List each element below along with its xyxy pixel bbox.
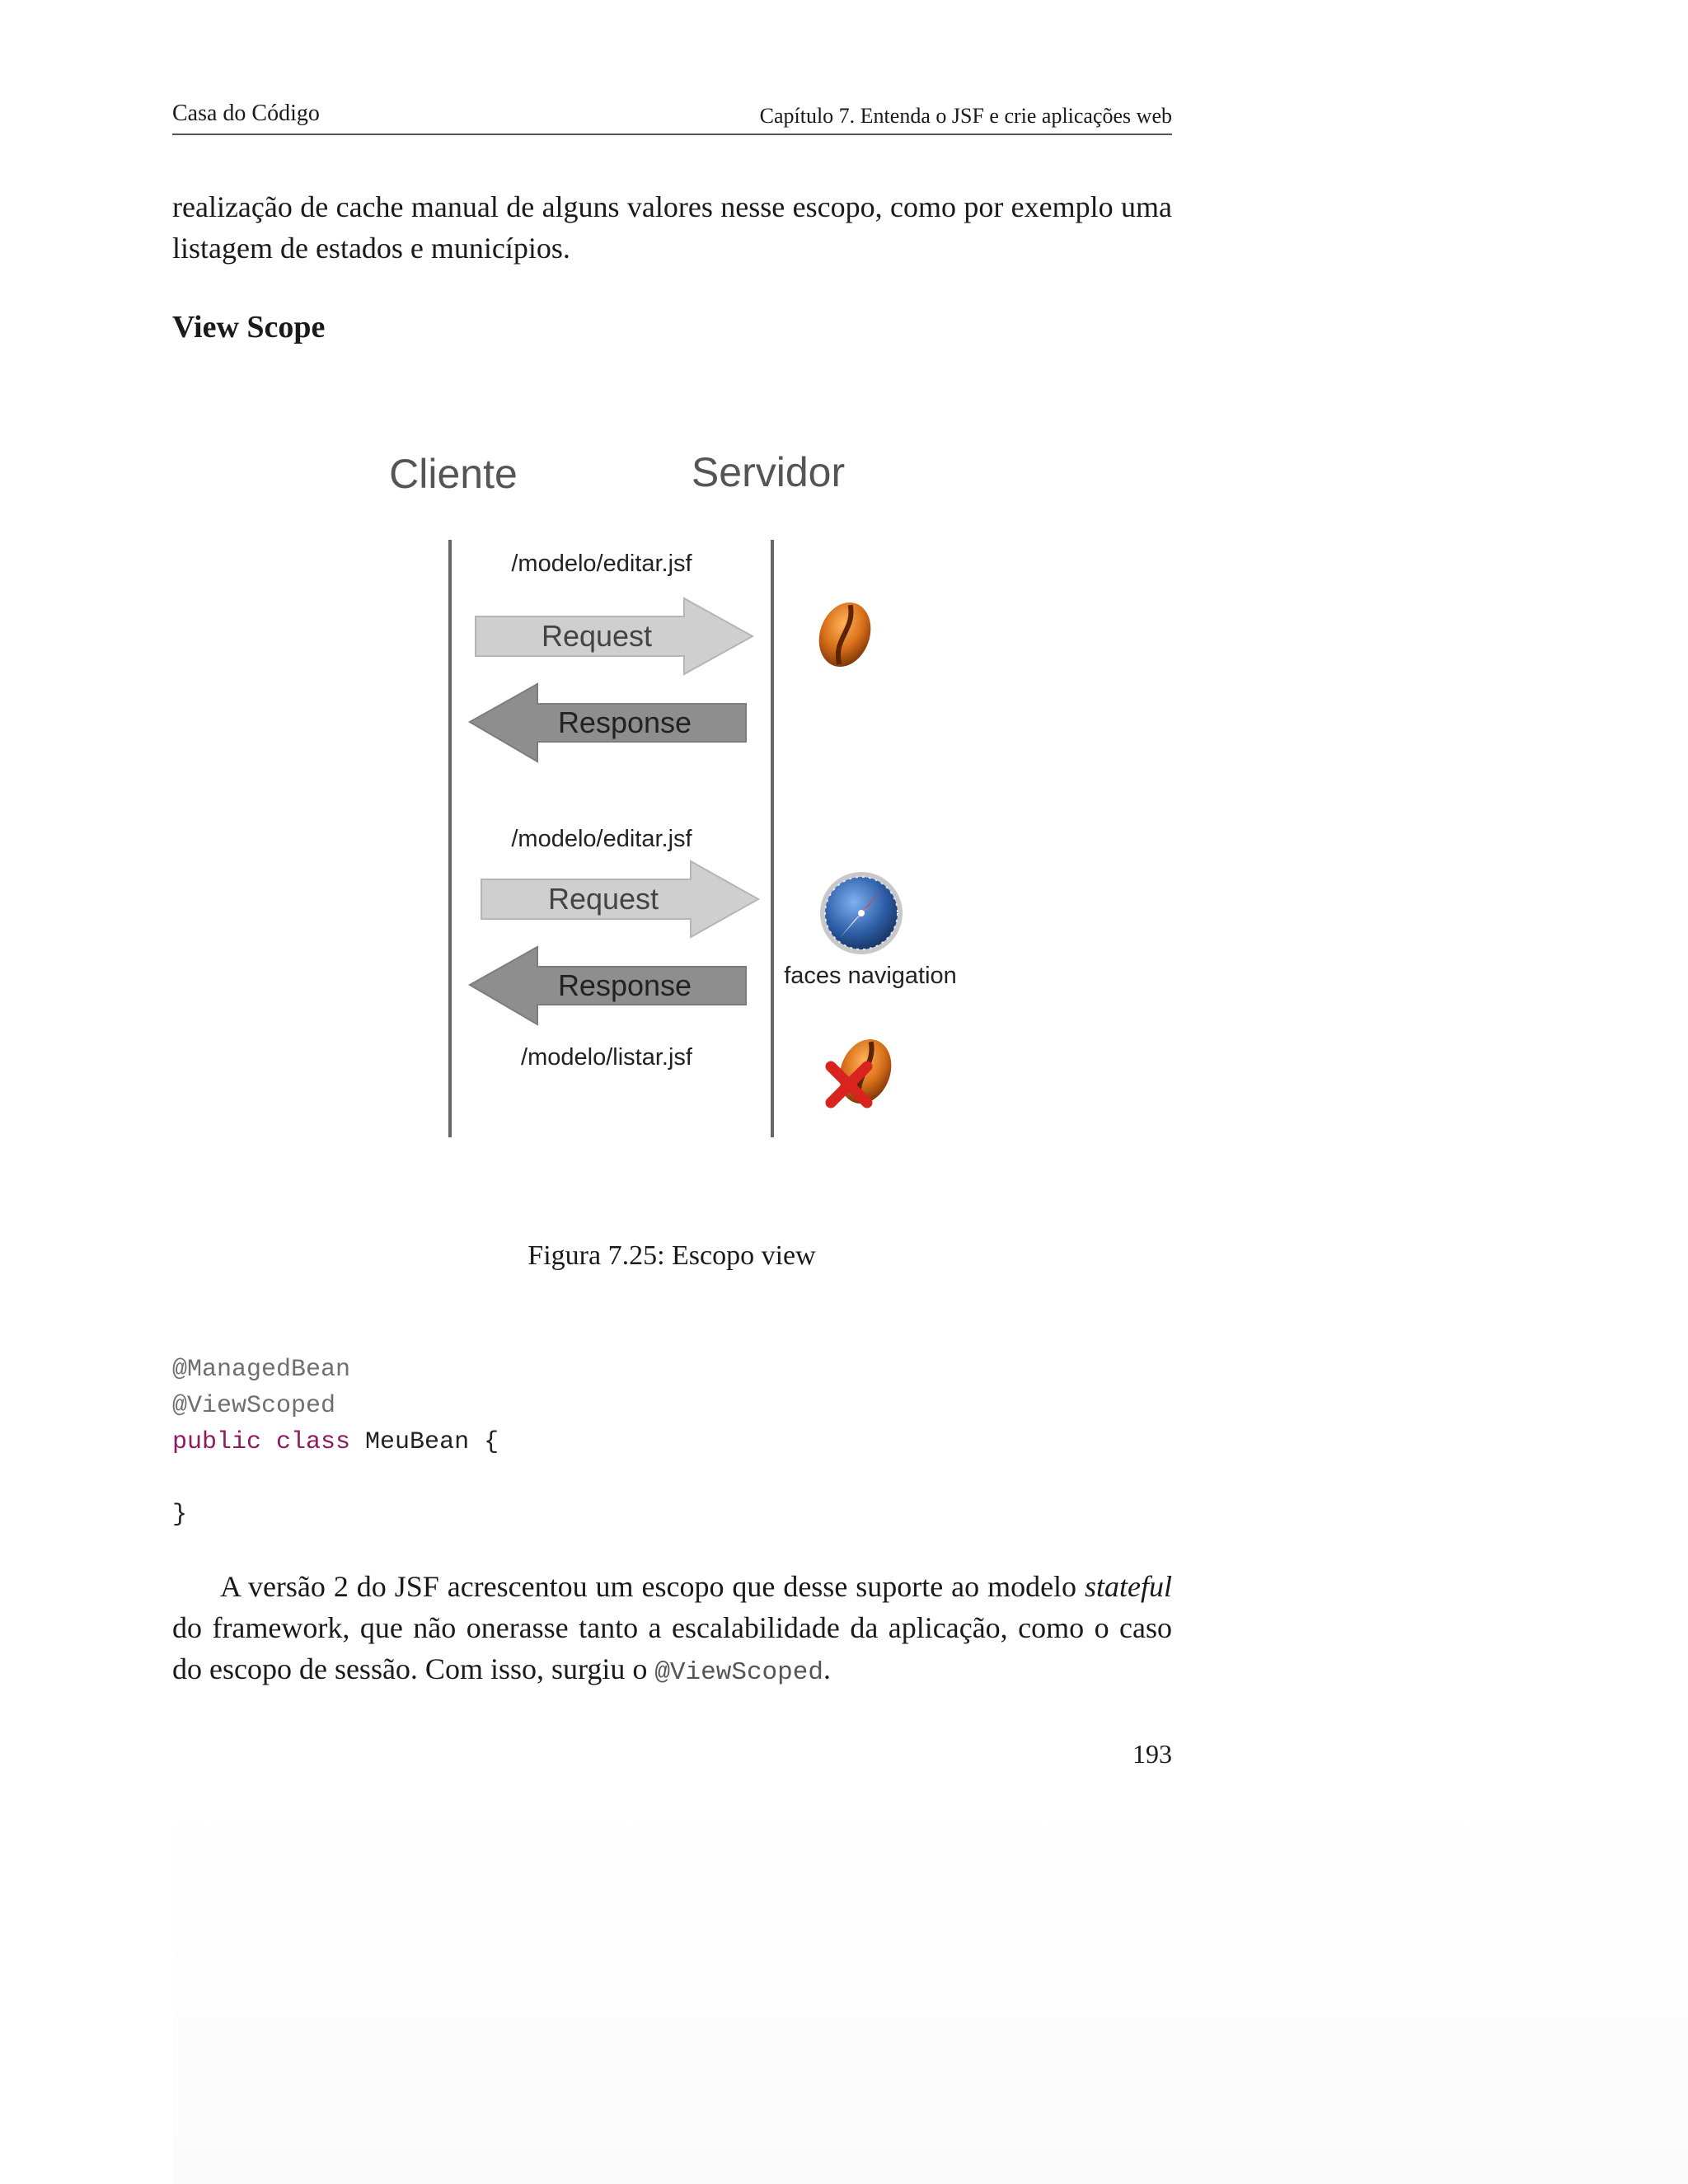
inline-code-viewscoped: @ViewScoped <box>654 1658 823 1687</box>
request-label-1: Request <box>541 619 653 653</box>
code-class-declaration: MeuBean { <box>350 1428 499 1456</box>
bean-destroyed-icon <box>831 1032 900 1111</box>
figure-caption: Figura 7.25: Escopo view <box>528 1240 816 1271</box>
section-title: View Scope <box>172 310 326 344</box>
response-label-2: Response <box>557 968 692 1002</box>
compass-icon <box>820 872 903 954</box>
body-text-part2: do framework, que não onerasse tanto a escalabilidade da aplicação, como o caso do escopo de sessão. Com isso, surgiu o <box>172 1611 1172 1685</box>
code-annotation-managedbean: @ManagedBean <box>172 1356 351 1384</box>
body-text-part3: . <box>823 1652 831 1685</box>
header-book-title: Casa do Código <box>172 101 320 126</box>
url-label-3: /modelo/listar.jsf <box>521 1044 692 1071</box>
code-keywords: public class <box>172 1428 351 1456</box>
url-label-2: /modelo/editar.jsf <box>511 826 692 852</box>
body-text-part1: A versão 2 do JSF acrescentou um escopo que desse suporte ao modelo <box>220 1570 1085 1603</box>
header-chapter-title: Capítulo 7. Entenda o JSF e crie aplicações web <box>759 104 1172 128</box>
intro-paragraph: realização de cache manual de alguns valores nesse escopo, como por exemplo uma listagem de estados e municípios. <box>172 190 1172 265</box>
code-closing-brace: } <box>172 1501 188 1529</box>
server-label: Servidor <box>691 449 846 495</box>
view-scope-diagram <box>346 437 989 1162</box>
code-annotation-viewscoped: @ViewScoped <box>172 1392 336 1420</box>
bean-icon <box>810 595 879 674</box>
body-paragraph <box>172 1566 1172 1694</box>
body-text-italic: stateful <box>1085 1570 1172 1603</box>
page-number: 193 <box>1132 1739 1172 1769</box>
request-label-2: Request <box>547 882 659 916</box>
code-block <box>172 1352 499 1533</box>
page-background-shade <box>173 1788 1688 2184</box>
page-header <box>172 97 1172 135</box>
url-label-1: /modelo/editar.jsf <box>511 551 692 577</box>
response-label-1: Response <box>557 705 692 739</box>
client-label: Cliente <box>389 451 518 497</box>
faces-navigation-label: faces navigation <box>784 963 957 989</box>
